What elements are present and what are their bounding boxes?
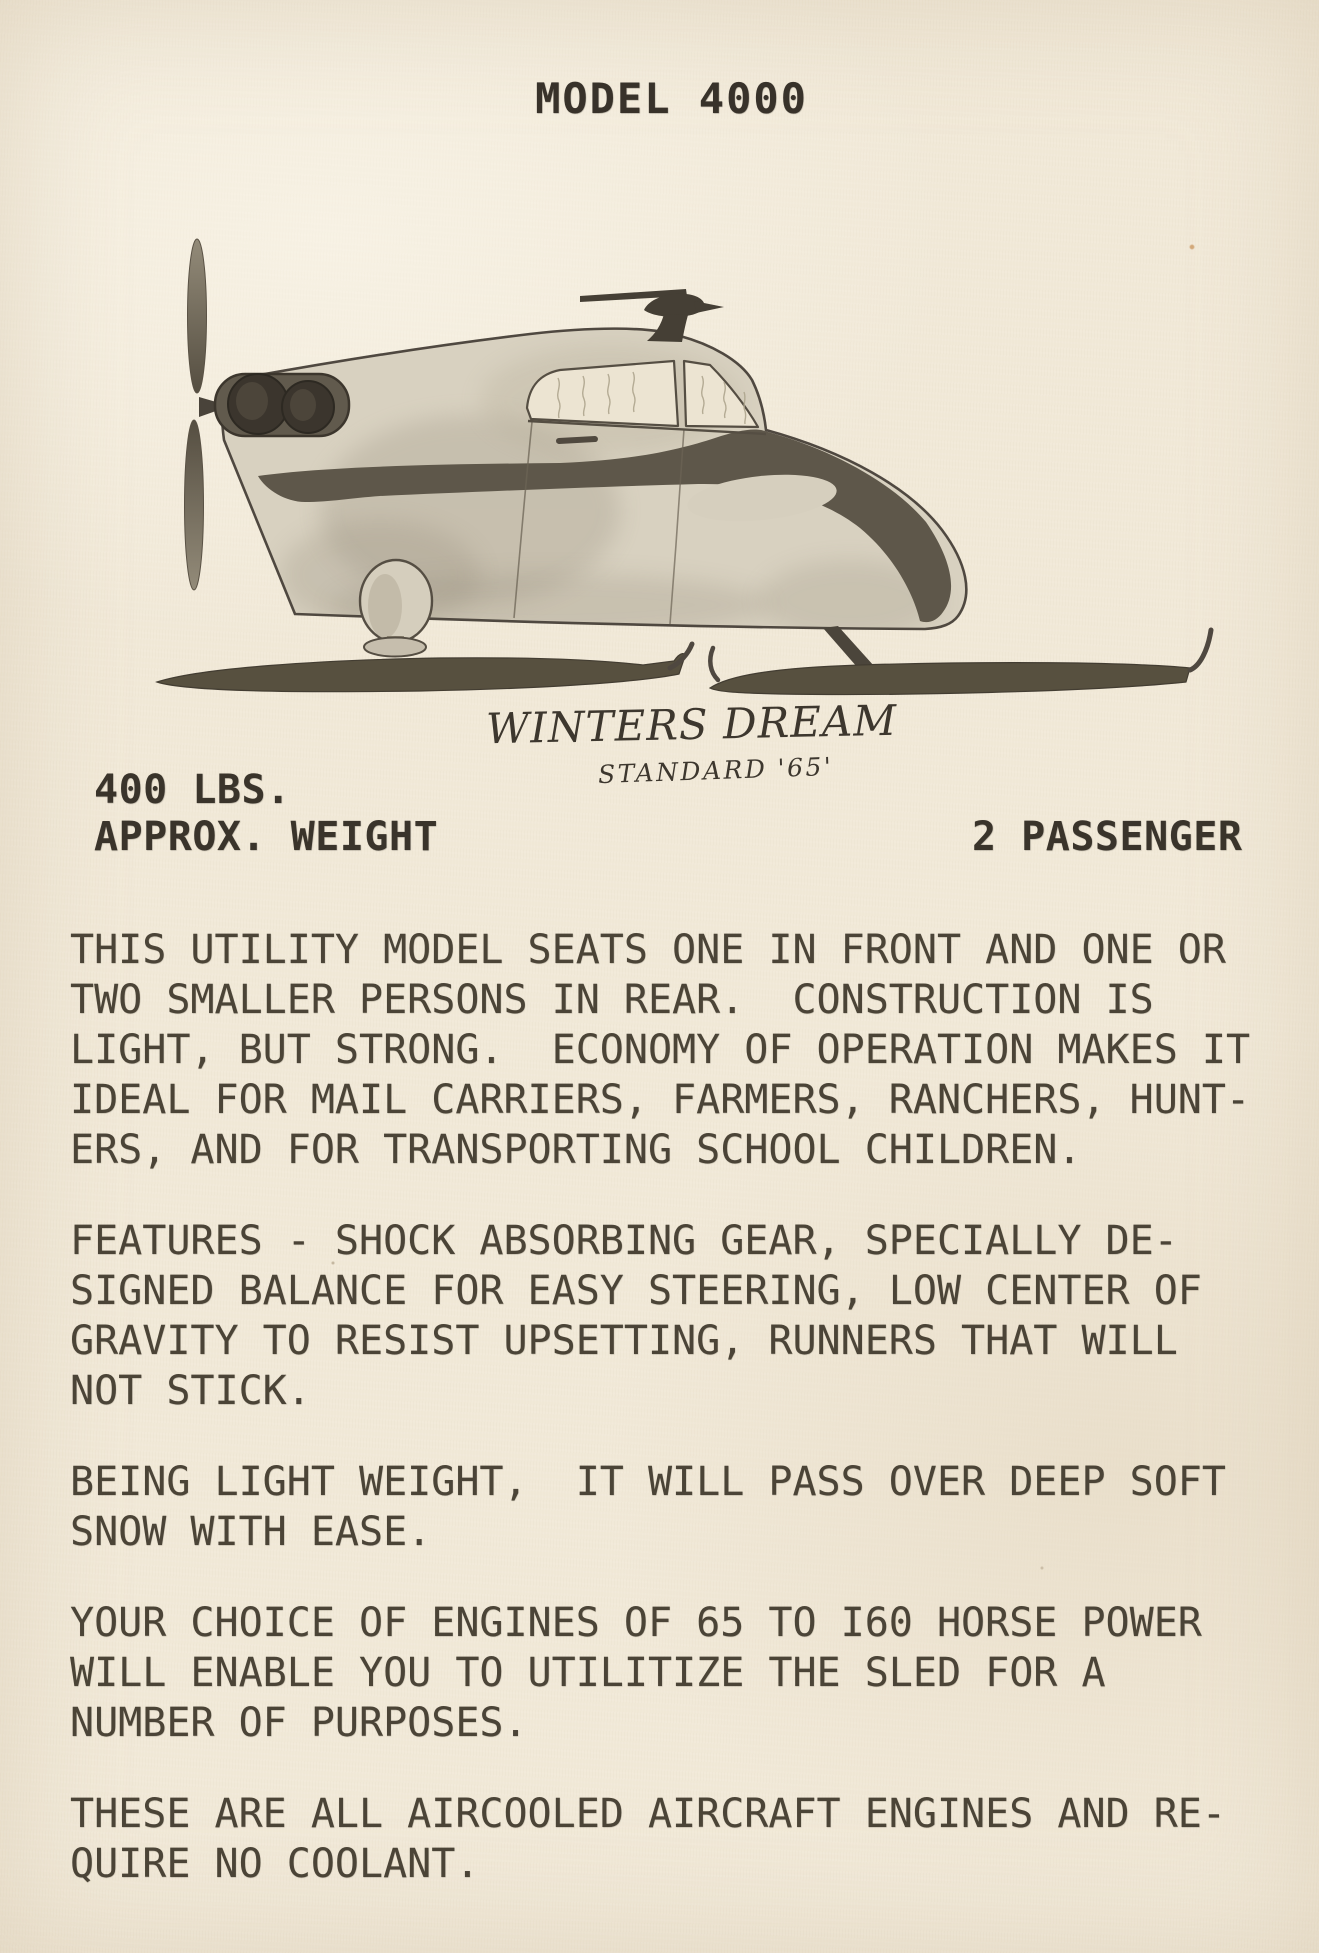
paragraph xyxy=(70,1216,1280,1416)
text-line: SIGNED BALANCE FOR EASY STEERING, LOW CENTER OF xyxy=(70,1268,1202,1314)
engine-cowl xyxy=(215,374,349,436)
text-line: LIGHT, BUT STRONG. ECONOMY OF OPERATION MAKES IT xyxy=(70,1027,1251,1073)
illustration-subcaption: STANDARD '65' xyxy=(597,751,834,790)
illustration-caption: WINTERS DREAM xyxy=(485,695,898,754)
suspension-pod xyxy=(360,560,432,657)
text-line: QUIRE NO COOLANT. xyxy=(70,1841,480,1887)
description-text xyxy=(70,925,1280,1889)
text-line: YOUR CHOICE OF ENGINES OF 65 TO I60 HORSE POWER xyxy=(70,1600,1202,1646)
text-line: IDEAL FOR MAIL CARRIERS, FARMERS, RANCHERS, HUNT- xyxy=(70,1077,1251,1123)
text-line: GRAVITY TO RESIST UPSETTING, RUNNERS THAT WILL xyxy=(70,1318,1178,1364)
text-line: BEING LIGHT WEIGHT, IT WILL PASS OVER DEEP SOFT xyxy=(70,1459,1226,1505)
text-line: SNOW WITH EASE. xyxy=(70,1509,432,1555)
text-line: WILL ENABLE YOU TO UTILITIZE THE SLED FOR A xyxy=(70,1650,1106,1696)
paragraph xyxy=(70,925,1280,1175)
vehicle-illustration xyxy=(90,180,1230,720)
text-line: NUMBER OF PURPOSES. xyxy=(70,1700,528,1746)
text-line: THESE ARE ALL AIRCOOLED AIRCRAFT ENGINES AND RE- xyxy=(70,1791,1226,1837)
page-title: MODEL 4000 xyxy=(535,74,808,123)
front-ski xyxy=(710,630,1211,695)
paragraph xyxy=(70,1789,1280,1889)
text-line: ERS, AND FOR TRANSPORTING SCHOOL CHILDREN. xyxy=(70,1127,1082,1173)
text-line: TWO SMALLER PERSONS IN REAR. CONSTRUCTION IS xyxy=(70,977,1154,1023)
text-line: NOT STICK. xyxy=(70,1368,311,1414)
text-line: THIS UTILITY MODEL SEATS ONE IN FRONT AND ONE OR xyxy=(70,927,1226,973)
weight-value: 400 LBS. xyxy=(94,767,291,813)
paragraph xyxy=(70,1457,1280,1557)
weight-label: APPROX. WEIGHT xyxy=(94,814,439,860)
snow-sled-drawing xyxy=(90,180,1230,720)
paragraph xyxy=(70,1598,1280,1748)
text-line: FEATURES - SHOCK ABSORBING GEAR, SPECIALLY DE- xyxy=(70,1218,1178,1264)
passenger-capacity: 2 PASSENGER xyxy=(972,814,1243,860)
